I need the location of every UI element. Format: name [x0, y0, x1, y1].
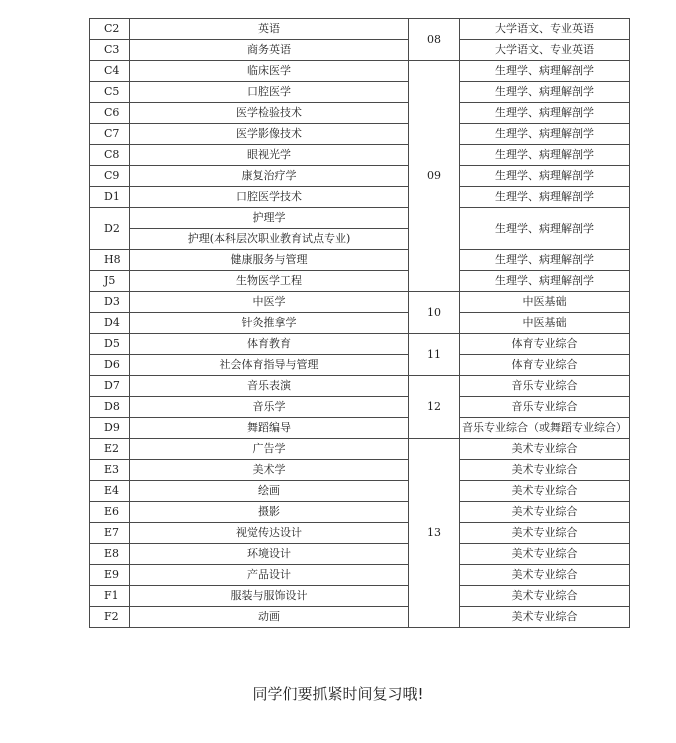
- major-code: C7: [90, 124, 130, 145]
- table-row: [90, 376, 630, 397]
- table-row: [90, 502, 630, 523]
- major-subject-table: [89, 18, 630, 628]
- table-row: [90, 124, 630, 145]
- major-name: 医学影像技术: [130, 124, 409, 145]
- table-row: [90, 187, 630, 208]
- major-name-sub: 护理(本科层次职业教育试点专业): [130, 229, 409, 250]
- table-row: [90, 607, 630, 628]
- table-row: [90, 565, 630, 586]
- exam-subject: 美术专业综合: [460, 565, 630, 586]
- exam-subject: 生理学、病理解剖学: [460, 187, 630, 208]
- major-code: E7: [90, 523, 130, 544]
- exam-subject: 音乐专业综合（或舞蹈专业综合）: [460, 418, 630, 439]
- major-code: D8: [90, 397, 130, 418]
- table-row: [90, 439, 630, 460]
- major-code: C3: [90, 40, 130, 61]
- exam-subject: 美术专业综合: [460, 439, 630, 460]
- major-name: 医学检验技术: [130, 103, 409, 124]
- major-name: 环境设计: [130, 544, 409, 565]
- table-row: [90, 145, 630, 166]
- table-row: [90, 292, 630, 313]
- table-row: [90, 523, 630, 544]
- exam-subject: 音乐专业综合: [460, 376, 630, 397]
- major-code: C2: [90, 19, 130, 40]
- exam-subject: 音乐专业综合: [460, 397, 630, 418]
- table-row: [90, 397, 630, 418]
- exam-subject: 生理学、病理解剖学: [460, 271, 630, 292]
- major-name: 口腔医学: [130, 82, 409, 103]
- exam-subject: 生理学、病理解剖学: [460, 250, 630, 271]
- major-name: 护理学: [130, 208, 409, 229]
- exam-subject: 大学语文、专业英语: [460, 19, 630, 40]
- exam-subject: 体育专业综合: [460, 355, 630, 376]
- exam-subject: 美术专业综合: [460, 607, 630, 628]
- table-row: [90, 82, 630, 103]
- major-code: F1: [90, 586, 130, 607]
- major-code: J5: [90, 271, 130, 292]
- major-code: D6: [90, 355, 130, 376]
- major-code: E2: [90, 439, 130, 460]
- exam-subject: 生理学、病理解剖学: [460, 82, 630, 103]
- exam-subject: 中医基础: [460, 292, 630, 313]
- footer-message: 同学们要抓紧时间复习哦!: [252, 685, 424, 703]
- major-code: D7: [90, 376, 130, 397]
- exam-subject: 生理学、病理解剖学: [460, 124, 630, 145]
- exam-subject: 中医基础: [460, 313, 630, 334]
- major-code: C5: [90, 82, 130, 103]
- table-row: [90, 61, 630, 82]
- major-code: H8: [90, 250, 130, 271]
- exam-subject: 美术专业综合: [460, 544, 630, 565]
- major-name: 产品设计: [130, 565, 409, 586]
- major-code: D3: [90, 292, 130, 313]
- table-row: [90, 418, 630, 439]
- table-row: [90, 460, 630, 481]
- major-code: D1: [90, 187, 130, 208]
- table-row: [90, 166, 630, 187]
- group-code: 08: [409, 19, 460, 61]
- major-code: D5: [90, 334, 130, 355]
- exam-subject: 生理学、病理解剖学: [460, 145, 630, 166]
- major-name: 英语: [130, 19, 409, 40]
- major-name: 针灸推拿学: [130, 313, 409, 334]
- major-name: 舞蹈编导: [130, 418, 409, 439]
- group-code: 09: [409, 61, 460, 292]
- major-name: 中医学: [130, 292, 409, 313]
- table-row: [90, 40, 630, 61]
- major-name: 生物医学工程: [130, 271, 409, 292]
- major-name: 商务英语: [130, 40, 409, 61]
- exam-subject: 美术专业综合: [460, 523, 630, 544]
- table-row: [90, 334, 630, 355]
- major-name: 绘画: [130, 481, 409, 502]
- major-name: 音乐学: [130, 397, 409, 418]
- major-code: C4: [90, 61, 130, 82]
- exam-subject: 美术专业综合: [460, 586, 630, 607]
- exam-subject: 美术专业综合: [460, 460, 630, 481]
- table-row: [90, 586, 630, 607]
- major-name: 社会体育指导与管理: [130, 355, 409, 376]
- major-code: C6: [90, 103, 130, 124]
- major-name: 广告学: [130, 439, 409, 460]
- major-name: 眼视光学: [130, 145, 409, 166]
- major-code: E6: [90, 502, 130, 523]
- major-name: 体育教育: [130, 334, 409, 355]
- group-code: 10: [409, 292, 460, 334]
- exam-subject: 美术专业综合: [460, 481, 630, 502]
- exam-subject: 生理学、病理解剖学: [460, 166, 630, 187]
- major-name: 动画: [130, 607, 409, 628]
- major-name: 美术学: [130, 460, 409, 481]
- major-code: D2: [90, 208, 130, 250]
- exam-subject: 大学语文、专业英语: [460, 40, 630, 61]
- major-name: 康复治疗学: [130, 166, 409, 187]
- major-name: 口腔医学技术: [130, 187, 409, 208]
- major-name: 音乐表演: [130, 376, 409, 397]
- exam-subject: 生理学、病理解剖学: [460, 61, 630, 82]
- exam-subject: 生理学、病理解剖学: [460, 208, 630, 250]
- major-code: D4: [90, 313, 130, 334]
- major-name: 服装与服饰设计: [130, 586, 409, 607]
- table-row: [90, 481, 630, 502]
- major-code: E3: [90, 460, 130, 481]
- major-code: E4: [90, 481, 130, 502]
- major-code: F2: [90, 607, 130, 628]
- table-row: [90, 544, 630, 565]
- major-code: C8: [90, 145, 130, 166]
- exam-subject: 体育专业综合: [460, 334, 630, 355]
- major-code: E9: [90, 565, 130, 586]
- major-name: 视觉传达设计: [130, 523, 409, 544]
- table-row: [90, 103, 630, 124]
- exam-subject: 美术专业综合: [460, 502, 630, 523]
- major-code: E8: [90, 544, 130, 565]
- major-name: 摄影: [130, 502, 409, 523]
- major-code: C9: [90, 166, 130, 187]
- table-row: [90, 271, 630, 292]
- major-name: 临床医学: [130, 61, 409, 82]
- group-code: 13: [409, 439, 460, 628]
- table-row: [90, 19, 630, 40]
- group-code: 12: [409, 376, 460, 439]
- major-code: D9: [90, 418, 130, 439]
- group-code: 11: [409, 334, 460, 376]
- table-row: [90, 313, 630, 334]
- table-row: [90, 208, 630, 229]
- major-name: 健康服务与管理: [130, 250, 409, 271]
- table-row: [90, 355, 630, 376]
- exam-subject: 生理学、病理解剖学: [460, 103, 630, 124]
- table-row: [90, 250, 630, 271]
